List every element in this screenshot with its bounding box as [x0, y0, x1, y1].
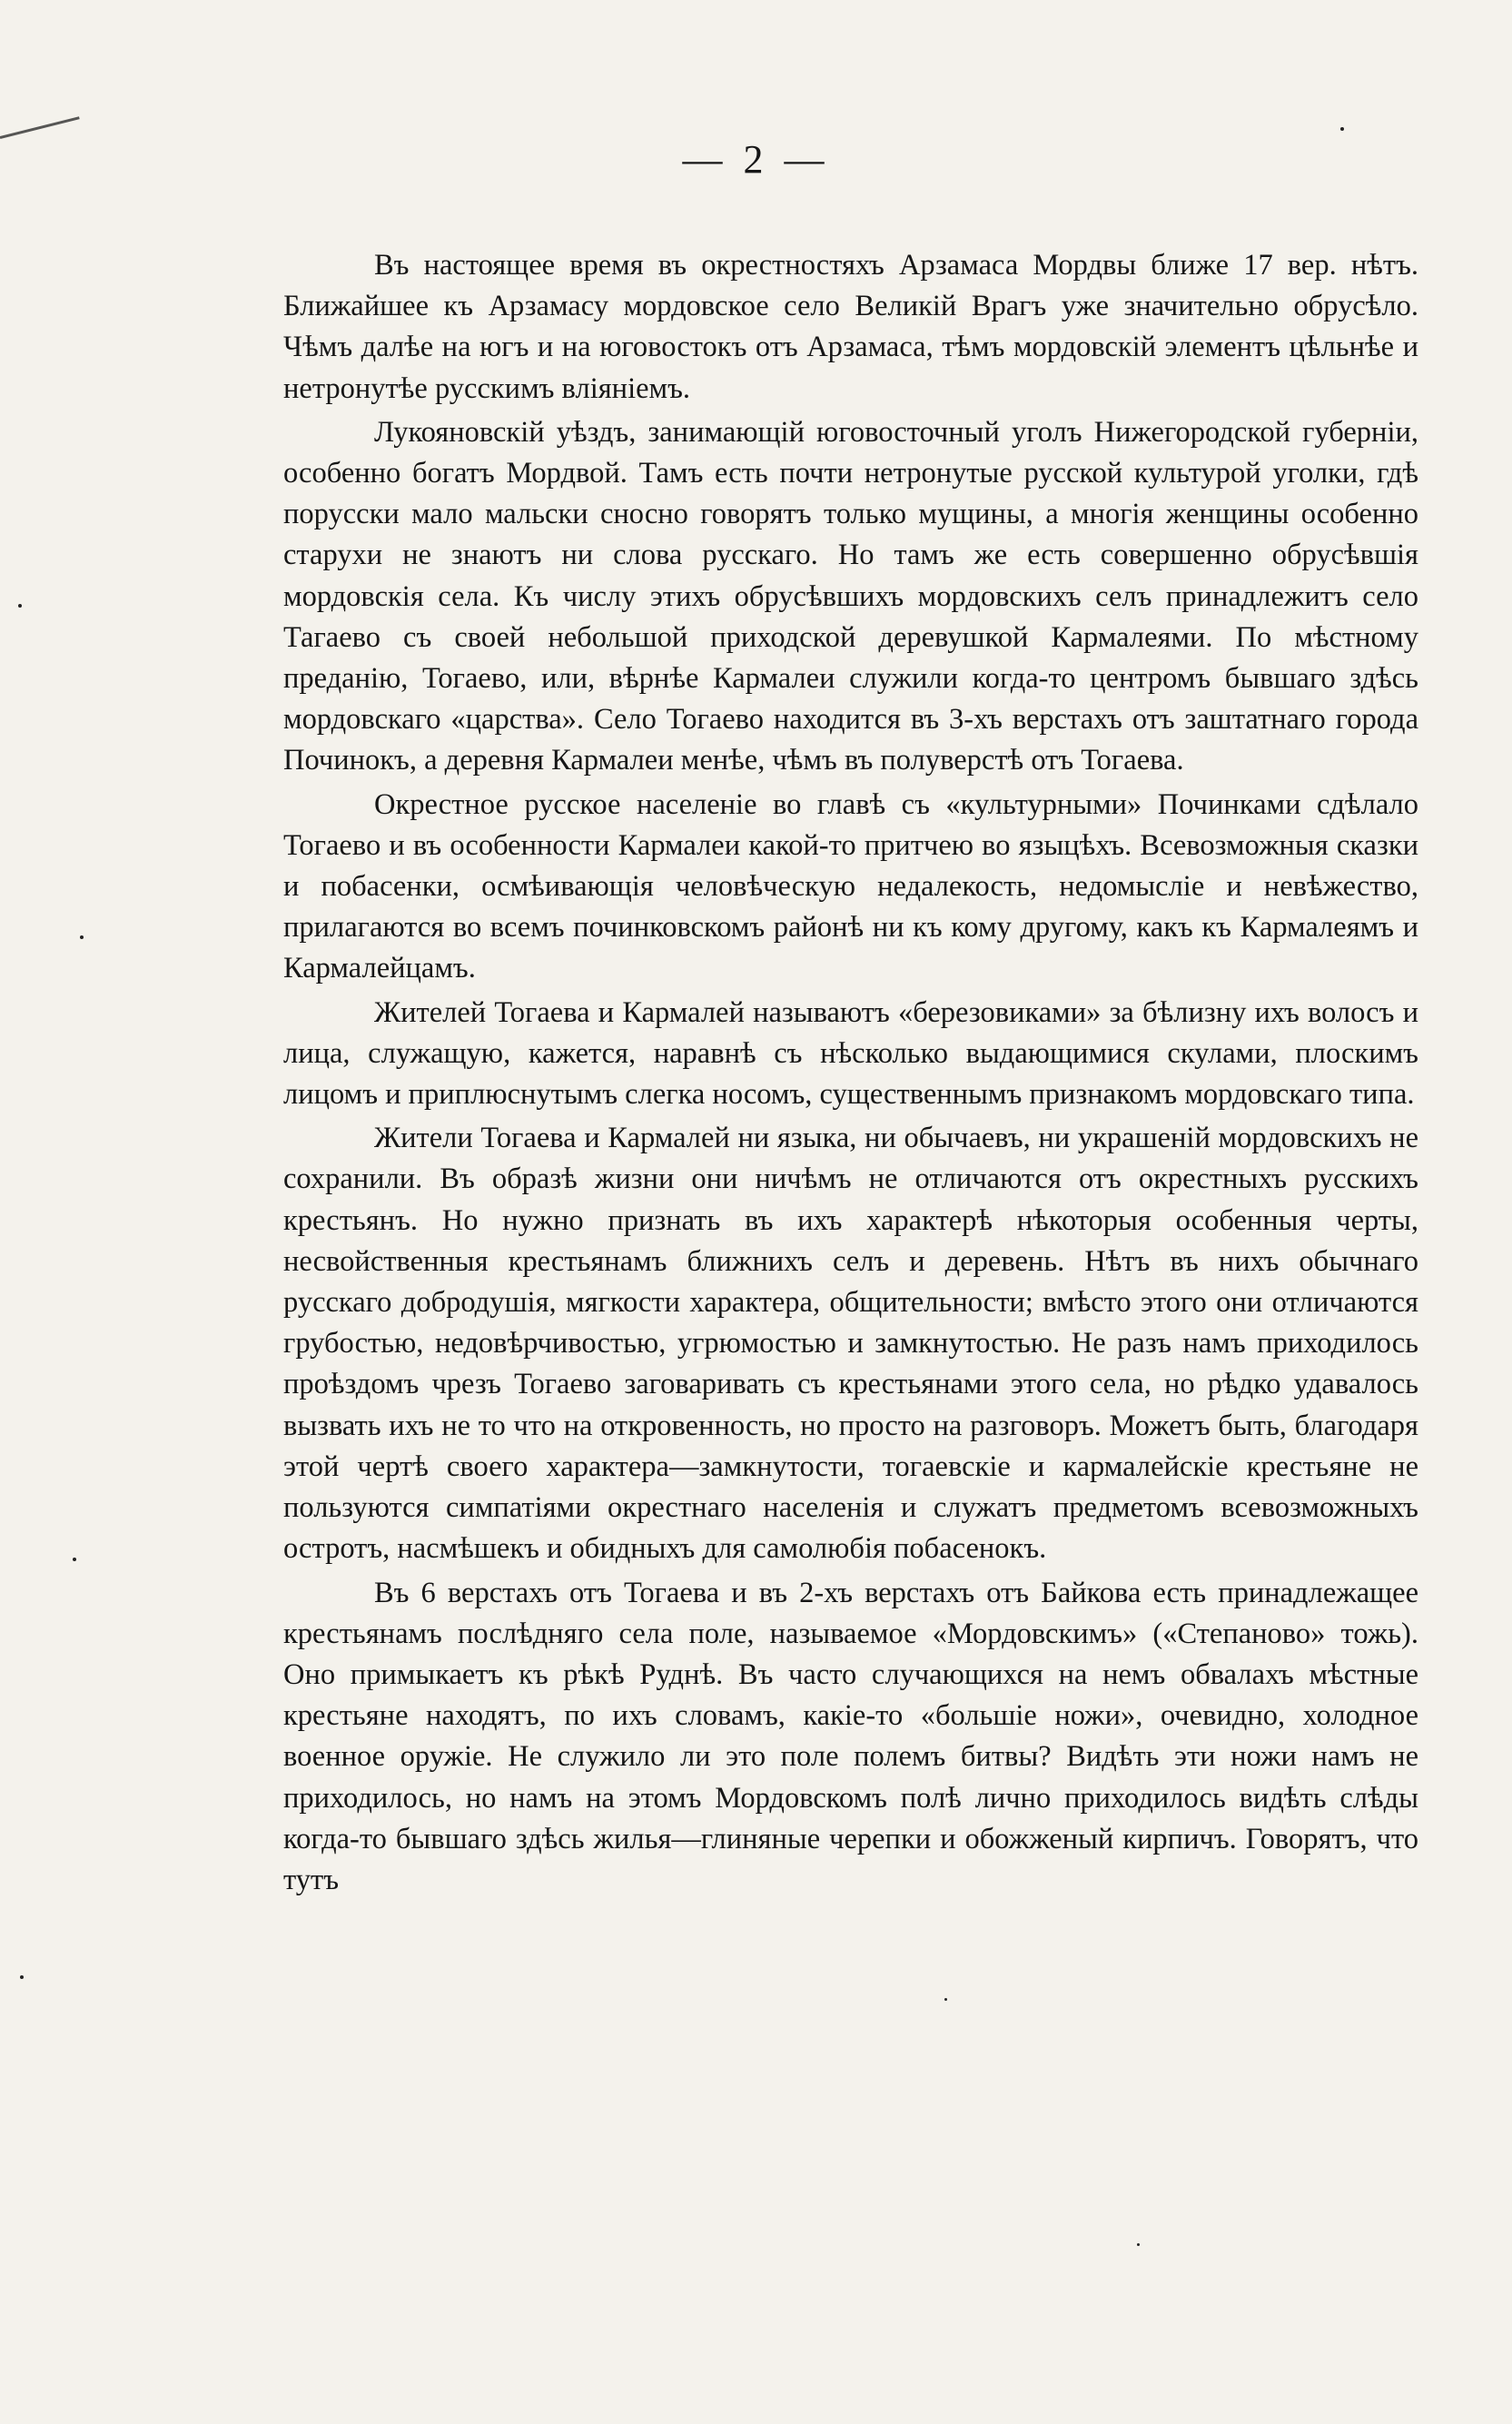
- scan-artifact-dot: [80, 935, 84, 939]
- paragraph: Окрестное русское населеніе во главѣ съ «культурными» Починками сдѣлало Тогаево и въ особенности Кармалеи какой-то притчею во языцѣхъ. Всевозможныя сказки и побасенки, осмѣивающія человѣческую недалекость, недомысліе и невѣжество, прилагаются во всемъ починковскомъ районѣ ни къ кому другому, какъ къ Кармалеямъ и Кармалейцамъ.: [283, 787, 1418, 985]
- paragraph: Въ 6 верстахъ отъ Тогаева и въ 2-хъ верстахъ отъ Байкова есть принадлежащее крестьянамъ послѣдняго села поле, называемое «Мордовскимъ» («Степаново» тожь). Оно примыкаетъ къ рѣкѣ Руднѣ. Въ часто случающихся на немъ обвалахъ мѣстные крестьяне находятъ, по ихъ словамъ, какіе-то «большіе ножи», очевидно, холодное военное оружіе. Не служило ли это поле полемъ битвы? Видѣть эти ножи намъ не приходилось, но намъ на этомъ Мордовскомъ полѣ лично приходилось видѣть слѣды когда-то бывшаго здѣсь жилья—глиняные черепки и обожженый кирпичъ. Говорятъ, что тутъ: [283, 1576, 1418, 1896]
- body-text: [283, 245, 1418, 1904]
- scan-artifact-dot: [73, 1558, 76, 1561]
- paragraph: Лукояновскій уѣздъ, занимающій юговосточный уголъ Нижегородской губерніи, особенно богатъ Мордвой. Тамъ есть почти нетронутые русской культурой уголки, гдѣ порусски мало мальски сносно говорятъ только мущины, а многія женщины особенно старухи не знаютъ ни слова русскаго. Но тамъ же есть совершенно обрусѣвшія мордовскія села. Къ числу этихъ обрусѣвшихъ мордовскихъ селъ принадлежитъ село Тагаево съ своей небольшой приходской деревушкой Кармалеями. По мѣстному преданію, Тогаево, или, вѣрнѣе Кармалеи служили когда-то центромъ бывшаго здѣсь мордовскаго «царства». Село Тогаево находится въ 3-хъ верстахъ отъ заштатнаго города Починокъ, а деревня Кармалеи менѣе, чѣмъ въ полуверстѣ отъ Тогаева.: [283, 415, 1418, 777]
- paragraph: Жители Тогаева и Кармалей ни языка, ни обычаевъ, ни украшеній мордовскихъ не сохранили. Въ образѣ жизни они ничѣмъ не отличаются отъ окрестныхъ русскихъ крестьянъ. Но нужно признать въ ихъ характерѣ нѣкоторыя особенныя черты, несвойственныя крестьянамъ ближнихъ селъ и деревень. Нѣтъ въ нихъ обычнаго русскаго добродушія, мягкости характера, общительности; вмѣсто этого они отличаются грубостью, недовѣрчивостью, угрюмостью и замкнутостью. Не разъ намъ приходилось проѣздомъ чрезъ Тогаево заговаривать съ крестьянами этого села, но рѣдко удавалось вызвать ихъ не то что на откровенность, но просто на разговоръ. Можетъ быть, благодаря этой чертѣ своего характера—замкнутости, тогаевскіе и кармалейскіе крестьяне не пользуются симпатіями окрестнаго населенія и служатъ предметомъ всевозможныхъ остротъ, насмѣшекъ и обидныхъ для самолюбія побасенокъ.: [283, 1122, 1418, 1566]
- scan-artifact-dot: [1340, 127, 1344, 131]
- scan-artifact-dot: [944, 1998, 947, 2001]
- page-number: — 2 —: [682, 137, 830, 182]
- paragraph: Въ настоящее время въ окрестностяхъ Арзамаса Мордвы ближе 17 вер. нѣтъ. Ближайшее къ Арзамасу мордовское село Великій Врагъ уже значительно обрусѣло. Чѣмъ далѣе на югъ и на юговостокъ отъ Арзамаса, тѣмъ мордовскій элементъ цѣльнѣе и нетронутѣе русскимъ вліяніемъ.: [283, 249, 1418, 405]
- paragraph: Жителей Тогаева и Кармалей называютъ «березовиками» за бѣлизну ихъ волосъ и лица, служащую, кажется, наравнѣ съ нѣсколько выдающимися скулами, плоскимъ лицомъ и приплюснутымъ слегка носомъ, существеннымъ признакомъ мордовскаго типа.: [283, 995, 1418, 1112]
- scan-artifact-dot: [1137, 2243, 1140, 2246]
- scan-artifact-dot: [20, 1975, 24, 1979]
- scan-artifact-dot: [18, 604, 22, 608]
